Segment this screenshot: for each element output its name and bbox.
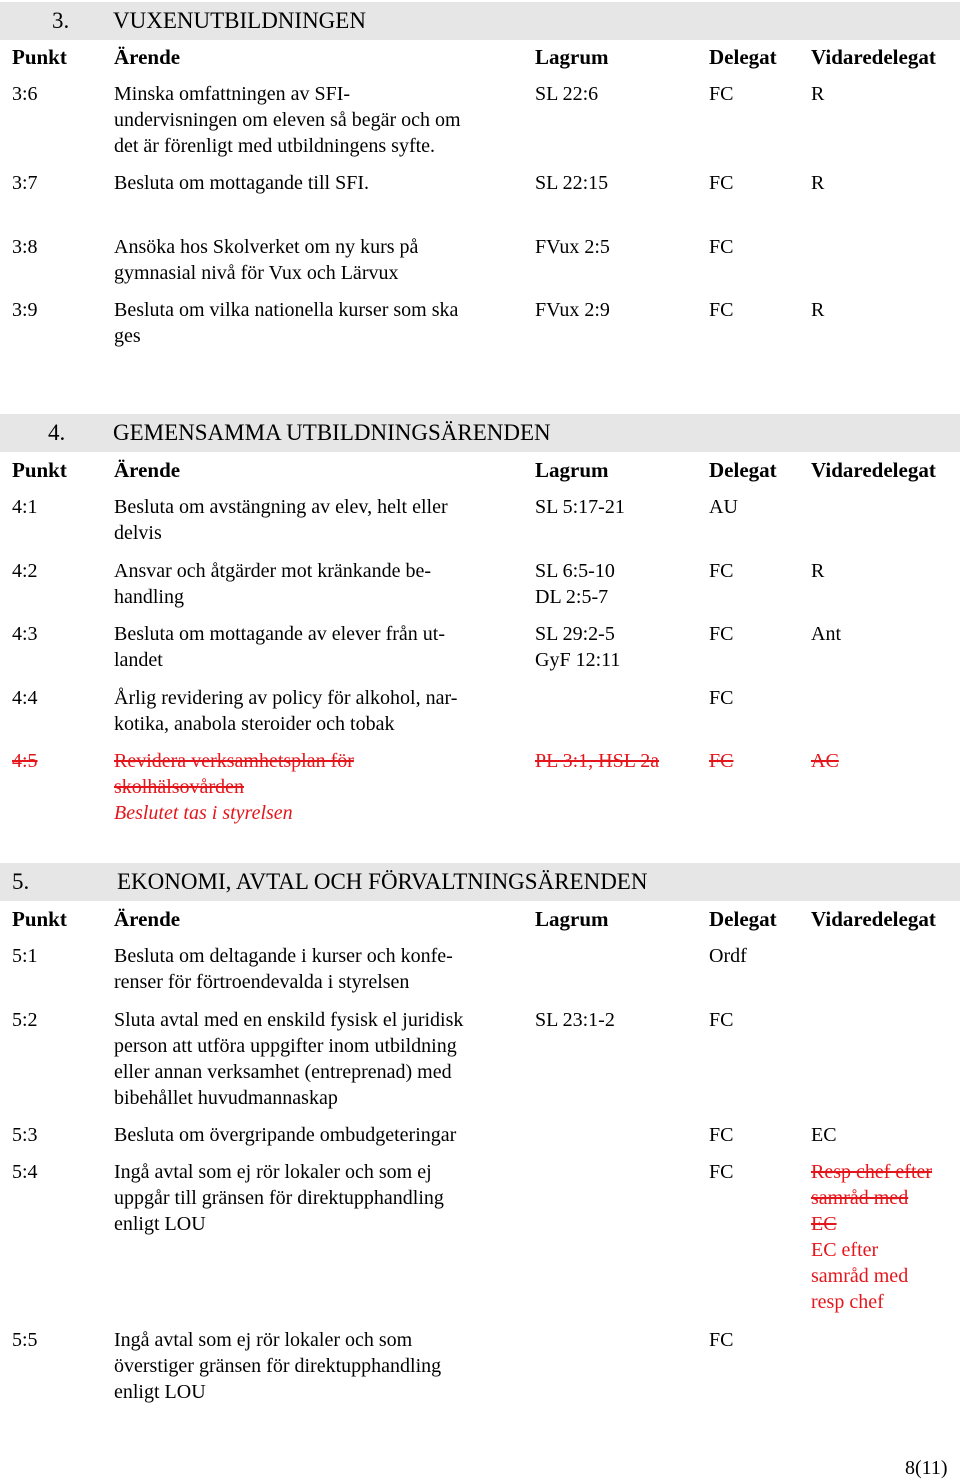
row-arende (114, 1159, 444, 1237)
row-vidaredelegat: EC (811, 1124, 837, 1146)
row-punkt: 4:3 (12, 623, 38, 645)
row-delegat: FC (709, 687, 734, 709)
row-lagrum: SL 5:17-21 (535, 496, 625, 518)
row-punkt: 3:8 (12, 236, 38, 258)
col-arende: Ärende (114, 907, 181, 931)
row-arende (114, 558, 431, 610)
section-5-number: 5. (12, 869, 30, 894)
row-arende (114, 1327, 441, 1405)
col-delegat: Delegat (709, 907, 777, 931)
lagrum-line: SL 6:5-10 (535, 560, 615, 582)
arende-line: gymnasial nivå för Vux och Lärvux (114, 262, 399, 284)
arende-line: eller annan verksamhet (entreprenad) med (114, 1061, 452, 1083)
row-lagrum: FVux 2:9 (535, 299, 610, 321)
row-lagrum (535, 558, 615, 610)
arende-line: delvis (114, 522, 162, 544)
arende-line: ges (114, 325, 141, 347)
col-punkt: Punkt (12, 458, 67, 482)
row-lagrum: SL 23:1-2 (535, 1009, 615, 1031)
row-vidaredelegat: Ant (811, 623, 841, 645)
row-arende (114, 494, 448, 546)
row-vidaredelegat: R (811, 172, 825, 194)
col-punkt: Punkt (12, 45, 67, 69)
arende-line: Årlig revidering av policy för alkohol, nar- (114, 687, 458, 709)
col-lagrum: Lagrum (535, 907, 609, 931)
row-arende (114, 297, 458, 349)
arende-line: Ansöka hos Skolverket om ny kurs på (114, 236, 419, 258)
section-3-title: VUXENUTBILDNINGEN (113, 8, 366, 33)
arende-line: Ingå avtal som ej rör lokaler och som (114, 1329, 413, 1351)
arende-line-struck: Revidera verksamhetsplan för (114, 750, 354, 772)
col-arende: Ärende (114, 45, 181, 69)
revision-note: Beslutet tas i styrelsen (114, 802, 293, 824)
vidaredelegat-struck-line: EC (811, 1213, 837, 1235)
row-vidaredelegat-revised (811, 1159, 932, 1315)
section-4-band (0, 414, 960, 452)
vidaredelegat-struck-line: samråd med (811, 1187, 909, 1209)
section-4-column-header (0, 454, 960, 486)
col-vidaredelegat: Vidaredelegat (811, 907, 936, 931)
row-punkt: 5:3 (12, 1124, 38, 1146)
row-vidaredelegat: R (811, 83, 825, 105)
row-delegat: FC (709, 560, 734, 582)
arende-line: undervisningen om eleven så begär och om (114, 109, 461, 131)
arende-line: överstiger gränsen för direktupphandling (114, 1355, 442, 1377)
row-punkt: 4:5 (12, 750, 38, 772)
row-punkt: 5:4 (12, 1161, 38, 1183)
row-arende (114, 1007, 463, 1111)
section-5-title: EKONOMI, AVTAL OCH FÖRVALTNINGSÄRENDEN (117, 869, 648, 894)
row-delegat: FC (709, 1009, 734, 1031)
row-punkt: 3:9 (12, 299, 38, 321)
section-5-band (0, 863, 960, 901)
col-punkt: Punkt (12, 907, 67, 931)
col-lagrum: Lagrum (535, 458, 609, 482)
row-punkt: 4:2 (12, 560, 38, 582)
row-arende: Besluta om övergripande ombudgeteringar (114, 1124, 457, 1146)
arende-line: landet (114, 649, 163, 671)
section-4-title: GEMENSAMMA UTBILDNINGSÄRENDEN (113, 420, 551, 445)
col-delegat: Delegat (709, 458, 777, 482)
row-lagrum: FVux 2:5 (535, 236, 610, 258)
row-delegat: FC (709, 83, 734, 105)
row-delegat: FC (709, 1124, 734, 1146)
row-delegat: FC (709, 750, 734, 772)
row-vidaredelegat: AC (811, 750, 839, 772)
arende-line: Besluta om avstängning av elev, helt eller (114, 496, 448, 518)
row-punkt: 4:1 (12, 496, 38, 518)
row-delegat: AU (709, 496, 738, 518)
row-punkt: 5:1 (12, 945, 38, 967)
row-delegat: Ordf (709, 945, 747, 967)
row-lagrum: SL 22:6 (535, 83, 599, 105)
arende-line: uppgår till gränsen för direktupphandling (114, 1187, 444, 1209)
row-lagrum: SL 22:15 (535, 172, 609, 194)
vidaredelegat-new-line: EC efter (811, 1239, 879, 1261)
col-delegat: Delegat (709, 45, 777, 69)
row-delegat: FC (709, 236, 734, 258)
arende-line: bibehållet huvudmannaskap (114, 1087, 338, 1109)
row-arende: Besluta om mottagande till SFI. (114, 172, 369, 194)
row-punkt: 3:7 (12, 172, 38, 194)
arende-line: kotika, anabola steroider och tobak (114, 713, 395, 735)
arende-line: person att utföra uppgifter inom utbildning (114, 1035, 457, 1057)
row-vidaredelegat: R (811, 299, 825, 321)
section-3-column-header (0, 41, 960, 73)
row-punkt: 5:5 (12, 1329, 38, 1351)
arende-line: det är förenligt med utbildningens syfte. (114, 135, 436, 157)
col-arende: Ärende (114, 458, 181, 482)
arende-line: Ingå avtal som ej rör lokaler och som ej (114, 1161, 432, 1183)
row-punkt: 4:4 (12, 687, 38, 709)
arende-line: handling (114, 586, 184, 608)
arende-line: Ansvar och åtgärder mot kränkande be- (114, 560, 432, 582)
col-vidaredelegat: Vidaredelegat (811, 45, 936, 69)
arende-line: Minska omfattningen av SFI- (114, 83, 351, 105)
lagrum-line: DL 2:5-7 (535, 586, 609, 608)
row-punkt: 5:2 (12, 1009, 38, 1031)
row-arende (114, 234, 418, 286)
lagrum-line: GyF 12:11 (535, 649, 621, 671)
section-3-number: 3. (52, 8, 70, 33)
col-lagrum: Lagrum (535, 45, 609, 69)
section-5-column-header (0, 903, 960, 935)
row-delegat: FC (709, 172, 734, 194)
arende-line: Besluta om mottagande av elever från ut- (114, 623, 445, 645)
row-arende (114, 81, 461, 159)
row-delegat: FC (709, 1329, 734, 1351)
page-number: 8(11) (905, 1457, 948, 1479)
lagrum-line: SL 29:2-5 (535, 623, 615, 645)
row-arende (114, 943, 453, 995)
row-delegat: FC (709, 623, 734, 645)
vidaredelegat-new-line: resp chef (811, 1291, 884, 1313)
arende-line-struck: skolhälsovården (114, 776, 244, 798)
arende-line: renser för förtroendevalda i styrelsen (114, 971, 410, 993)
row-arende (114, 748, 354, 826)
arende-line: Besluta om vilka nationella kurser som ska (114, 299, 459, 321)
row-arende (114, 621, 445, 673)
row-delegat: FC (709, 299, 734, 321)
row-punkt: 3:6 (12, 83, 38, 105)
arende-line: enligt LOU (114, 1381, 206, 1403)
vidaredelegat-new-line: samråd med (811, 1265, 909, 1287)
arende-line: Sluta avtal med en enskild fysisk el juridisk (114, 1009, 464, 1031)
row-lagrum (535, 621, 620, 673)
vidaredelegat-struck-line: Resp chef efter (811, 1161, 933, 1183)
row-arende (114, 685, 457, 737)
col-vidaredelegat: Vidaredelegat (811, 458, 936, 482)
arende-line: Besluta om deltagande i kurser och konfe- (114, 945, 453, 967)
section-4-number: 4. (48, 420, 66, 445)
section-3-band (0, 2, 960, 40)
row-delegat: FC (709, 1161, 734, 1183)
row-vidaredelegat: R (811, 560, 825, 582)
arende-line: enligt LOU (114, 1213, 206, 1235)
row-lagrum: PL 3:1, HSL 2a (535, 750, 660, 772)
